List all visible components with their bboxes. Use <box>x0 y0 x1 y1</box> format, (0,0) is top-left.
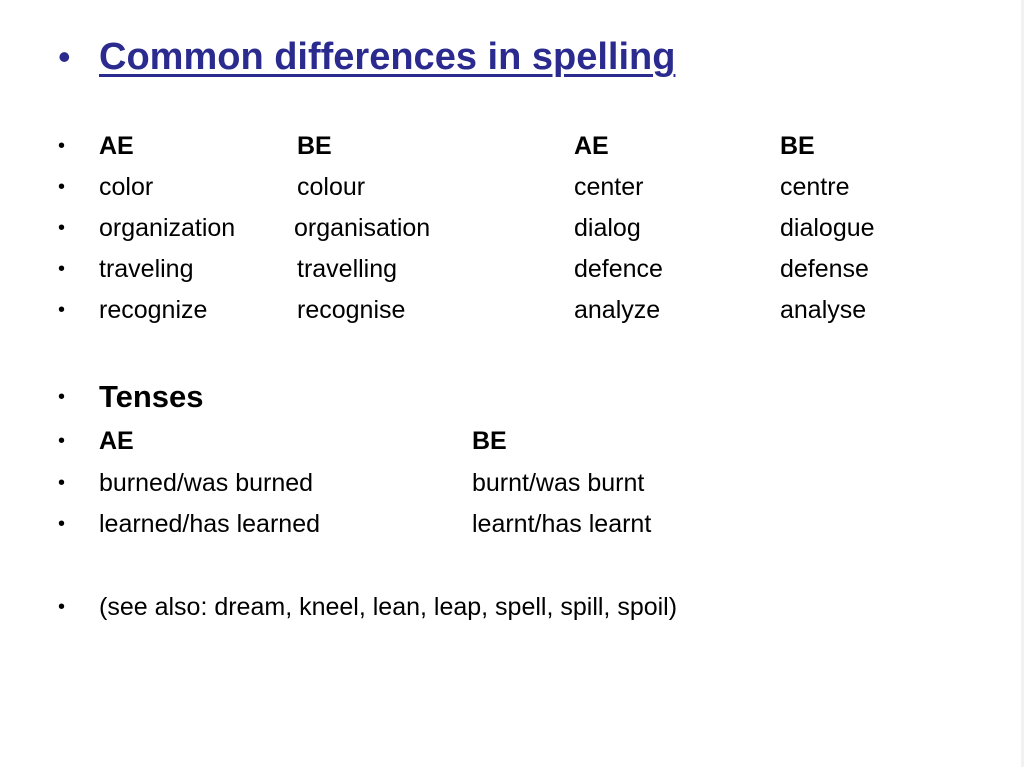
bullet: • <box>58 430 66 452</box>
header-be-2: BE <box>780 132 815 160</box>
be-tense: burnt/was burnt <box>472 469 645 497</box>
ae-word: traveling <box>99 255 194 283</box>
be-word: organisation <box>294 214 431 242</box>
ae-word: recognize <box>99 296 208 324</box>
title-line <box>0 32 1024 82</box>
bullet: • <box>58 258 66 280</box>
be-word: colour <box>297 173 366 201</box>
ae-word: organization <box>99 214 236 242</box>
see-also-note: (see also: dream, kneel, lean, leap, spell, spill, spoil) <box>99 593 678 621</box>
see-also-line <box>0 587 1024 627</box>
header-ae-2: AE <box>574 132 609 160</box>
ae-word: defence <box>574 255 663 283</box>
ae-word: dialog <box>574 214 641 242</box>
spelling-row <box>0 167 1024 207</box>
ae-word: analyze <box>574 296 661 324</box>
be-word: centre <box>780 173 850 201</box>
tenses-row <box>0 504 1024 544</box>
tenses-heading-line <box>0 377 1024 417</box>
bullet: • <box>58 176 66 198</box>
ae-word: center <box>574 173 644 201</box>
ae-tense: burned/was burned <box>99 469 314 497</box>
slide-title: Common differences in spelling <box>99 36 676 78</box>
ae-tense: learned/has learned <box>99 510 320 538</box>
tenses-header-row <box>0 421 1024 461</box>
be-word: travelling <box>297 255 398 283</box>
ae-word: color <box>99 173 154 201</box>
bullet: • <box>58 513 66 535</box>
bullet: • <box>58 386 66 408</box>
header-be-1: BE <box>297 132 332 160</box>
tenses-heading: Tenses <box>99 379 204 414</box>
tenses-row <box>0 463 1024 503</box>
be-word: recognise <box>297 296 406 324</box>
be-word: defense <box>780 255 869 283</box>
bullet: • <box>58 36 71 77</box>
be-word: analyse <box>780 296 867 324</box>
spelling-row <box>0 208 1024 248</box>
bullet: • <box>58 472 66 494</box>
bullet: • <box>58 596 66 618</box>
bullet: • <box>58 217 66 239</box>
spelling-row <box>0 290 1024 330</box>
bullet: • <box>58 299 66 321</box>
tenses-header-be: BE <box>472 427 507 455</box>
tenses-header-ae: AE <box>99 427 134 455</box>
header-ae-1: AE <box>99 132 134 160</box>
spelling-row <box>0 249 1024 289</box>
spelling-header-row <box>0 126 1024 166</box>
be-tense: learnt/has learnt <box>472 510 652 538</box>
be-word: dialogue <box>780 214 875 242</box>
bullet: • <box>58 135 66 157</box>
